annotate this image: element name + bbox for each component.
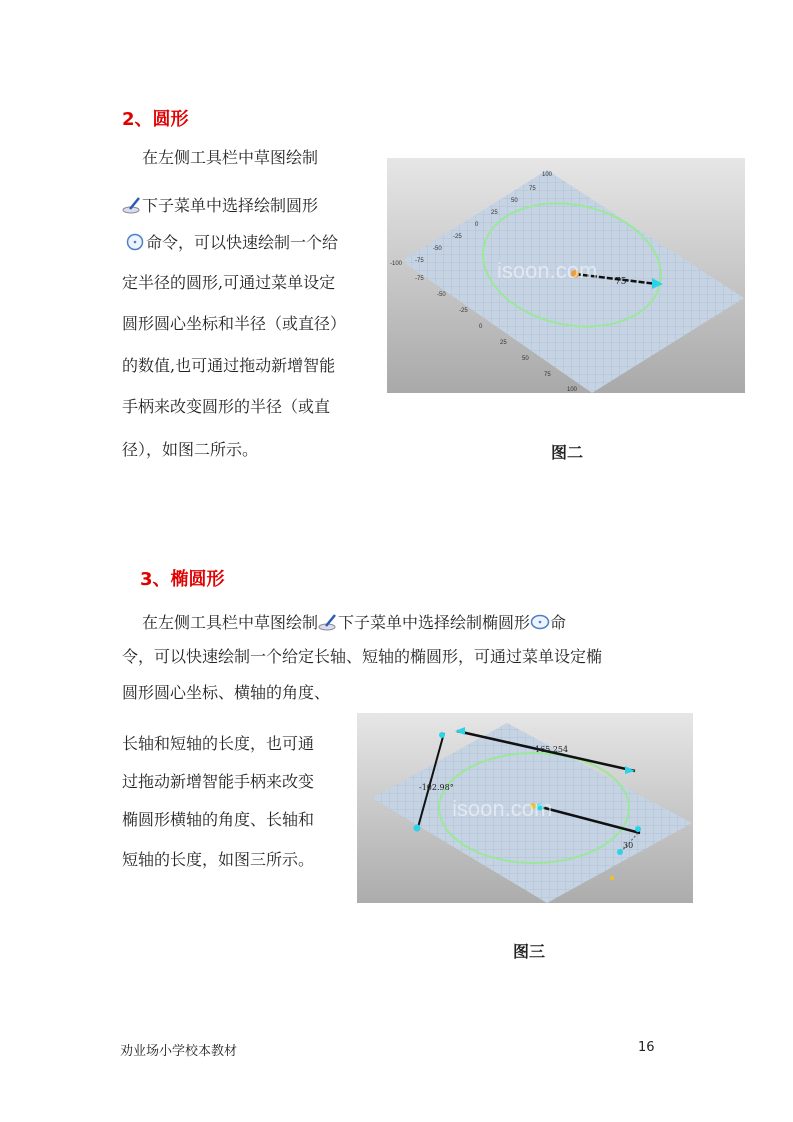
paragraph-line: 圆形圆心坐标、横轴的角度、: [122, 683, 331, 702]
paragraph-line: 手柄来改变圆形的半径（或直: [122, 397, 331, 416]
watermark: isoon.com: [497, 258, 598, 283]
minor-axis-label: 30: [623, 841, 634, 850]
tick-label: -25: [453, 234, 462, 240]
tick-label: -25: [459, 308, 468, 314]
drag-handle-icon: [439, 732, 445, 738]
sketch-pen-icon: [122, 196, 142, 214]
sketch-pen-icon: [318, 613, 338, 631]
figure-circle-screenshot: [387, 158, 745, 393]
tick-label: -75: [415, 276, 424, 282]
drag-handle-icon: [414, 825, 421, 832]
tick-label: 25: [500, 340, 507, 346]
paragraph-line: [142, 613, 566, 633]
tick-label: 50: [522, 356, 529, 362]
tick-label: -75: [415, 258, 424, 264]
tick-label: 100: [542, 172, 553, 178]
major-axis-label: 165.254: [535, 745, 569, 754]
paragraph-text: 命令，可以快速绘制一个给: [146, 233, 339, 252]
figure-caption: 图三: [513, 942, 546, 961]
tick-label: 75: [529, 186, 536, 192]
tick-label: 100: [567, 387, 578, 393]
watermark: isoon.com: [452, 796, 553, 821]
paragraph-line: [122, 196, 318, 216]
footer-title: 劝业场小学校本教材: [120, 1044, 238, 1059]
paragraph-line: 令，可以快速绘制一个给定长轴、短轴的椭圆形，可通过菜单设定椭: [122, 647, 603, 666]
paragraph-line: [126, 233, 338, 253]
paragraph-line: 过拖动新增智能手柄来改变: [122, 772, 315, 791]
figure-caption: 图二: [551, 443, 584, 462]
tick-label: 0: [475, 222, 479, 228]
tick-label: 0: [479, 324, 483, 330]
paragraph-line: 径），如图二所示。: [122, 440, 259, 459]
paragraph-line: 长轴和短轴的长度，也可通: [122, 734, 315, 753]
figure-ellipse-screenshot: [357, 713, 693, 903]
paragraph-line: 短轴的长度，如图三所示。: [122, 850, 315, 869]
paragraph-text: 在左侧工具栏中草图绘制: [142, 613, 319, 632]
tick-label: -50: [437, 292, 446, 298]
paragraph-text: 命: [550, 613, 567, 632]
drag-handle-icon: [635, 826, 641, 832]
tick-label: 75: [544, 372, 551, 378]
page-number: 16: [638, 1040, 655, 1055]
tick-label: -100: [390, 261, 403, 267]
paragraph-text: 下子菜单中选择绘制椭圆形: [338, 613, 531, 632]
ellipse-tool-icon: [530, 613, 550, 631]
paragraph-line: 的数值,也可通过拖动新增智能: [122, 356, 336, 375]
paragraph-line: 圆形圆心坐标和半径（或直径）: [122, 314, 347, 333]
paragraph-line: 在左侧工具栏中草图绘制: [142, 148, 319, 167]
paragraph-line: 椭圆形横轴的角度、长轴和: [122, 810, 315, 829]
section-heading-circle: 2、圆形: [122, 109, 189, 130]
radius-label: 75: [615, 277, 627, 287]
paragraph-text: 下子菜单中选择绘制圆形: [142, 196, 319, 215]
circle-tool-icon: [126, 233, 146, 251]
paragraph-line: 定半径的圆形,可通过菜单设定: [122, 273, 336, 292]
section-heading-ellipse: 3、椭圆形: [140, 569, 225, 590]
tick-label: 50: [511, 198, 518, 204]
tick-label: -50: [433, 246, 442, 252]
angle-label: -102.98°: [419, 783, 454, 792]
tick-label: 25: [491, 210, 498, 216]
